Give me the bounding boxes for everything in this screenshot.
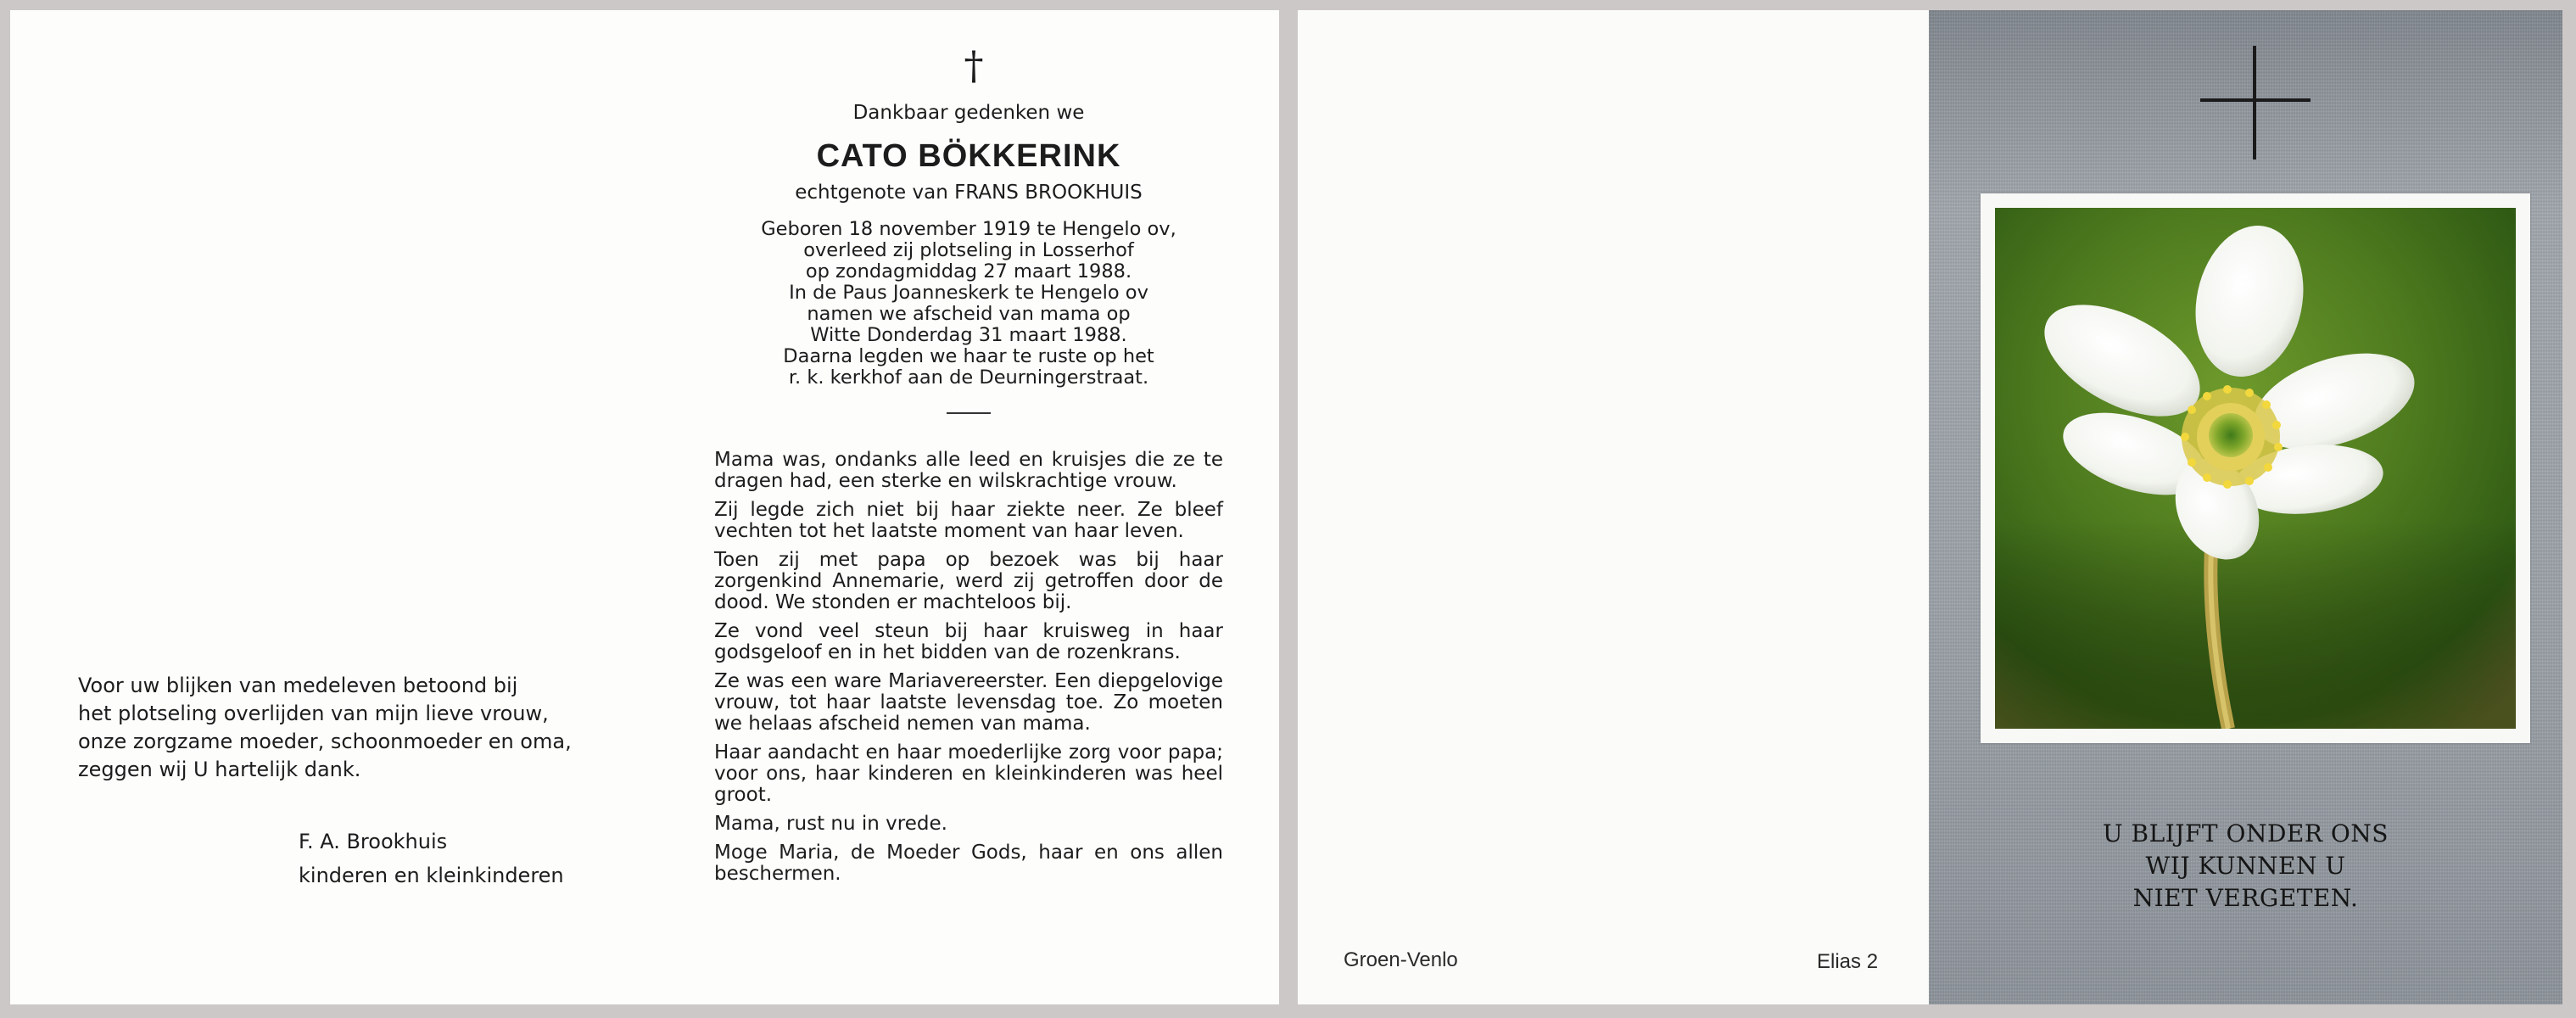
divider	[947, 412, 991, 414]
cover-line: WIJ KUNNEN U	[2145, 852, 2346, 880]
printer-credit: Groen-Venlo	[1344, 948, 1458, 971]
cross-icon	[2200, 46, 2311, 159]
deceased-name: CATO BÖKKERINK	[816, 138, 1121, 174]
dagger-cross-icon: †	[964, 42, 984, 88]
thank-you-line: Voor uw blijken van medeleven betoond bij	[78, 674, 518, 697]
remembrance-paragraph: Ze vond veel steun bij haar kruisweg in haar godsgeloof en in het bidden van de rozenkrans.	[714, 620, 1223, 663]
remembrance-paragraphs	[714, 450, 1223, 885]
bio-line: r. k. kerkhof aan de Deurningerstraat.	[788, 366, 1149, 389]
memorial-intro: Dankbaar gedenken we	[852, 102, 1085, 124]
bio-line: op zondagmiddag 27 maart 1988.	[805, 260, 1132, 282]
remembrance-paragraph: Moge Maria, de Moeder Gods, haar en ons allen beschermen.	[714, 842, 1223, 885]
bio-line: Geboren 18 november 1919 te Hengelo ov,	[761, 218, 1176, 240]
remembrance-paragraph: Mama was, ondanks alle leed en kruisjes die ze te dragen had, een sterke en wilskrachtige vrouw.	[714, 449, 1223, 492]
bio-line: namen we afscheid van mama op	[807, 303, 1131, 325]
bio-line: Daarna legden we haar te ruste op het	[783, 345, 1154, 367]
bio-line: overleed zij plotseling in Losserhof	[803, 239, 1134, 261]
thank-you-line: onze zorgzame moeder, schoonmoeder en oma,	[78, 730, 572, 753]
cover-inscription	[1929, 818, 2562, 915]
remembrance-paragraph: Zij legde zich niet bij haar ziekte neer. Ze bleef vechten tot het laatste moment van haar leven.	[714, 499, 1223, 542]
signature-name: F. A. Brookhuis	[299, 830, 448, 853]
thank-you-line: het plotseling overlijden van mijn lieve vrouw,	[78, 702, 549, 725]
cover-line: NIET VERGETEN.	[2132, 884, 2359, 912]
photo-frame	[1981, 193, 2530, 743]
biography	[714, 219, 1223, 389]
bio-line: In de Paus Joanneskerk te Hengelo ov	[789, 282, 1148, 304]
anemone-flower-photo	[1995, 208, 2516, 729]
card-inside-spread	[10, 10, 1279, 1004]
spouse-line: echtgenote van FRANS BROOKHUIS	[795, 182, 1143, 204]
front-cover	[1929, 10, 2562, 1004]
thank-you-message	[78, 672, 587, 784]
thank-you-line: zeggen wij U hartelijk dank.	[78, 758, 361, 781]
bio-line: Witte Donderdag 31 maart 1988.	[810, 324, 1127, 346]
thank-you-signature	[299, 825, 564, 892]
card-outside-spread	[1298, 10, 2562, 1004]
remembrance-paragraph: Ze was een ware Mariavereerster. Een diepgelovige vrouw, tot haar laatste levensdag toe. Zo moeten we helaas afscheid nemen van mama.	[714, 670, 1223, 735]
card-model-code: Elias 2	[1817, 950, 1879, 973]
remembrance-paragraph: Haar aandacht en haar moederlijke zorg voor papa; voor ons, haar kinderen en kleinkinderen was heel groot.	[714, 741, 1223, 806]
cover-line: U BLIJFT ONDER ONS	[2103, 819, 2389, 847]
signature-family: kinderen en kleinkinderen	[299, 864, 564, 887]
remembrance-paragraph: Mama, rust nu in vrede.	[714, 813, 947, 835]
remembrance-paragraph: Toen zij met papa op bezoek was bij haar zorgenkind Annemarie, werd zij getroffen door de dood. We stonden er machteloos bij.	[714, 549, 1223, 613]
memorial-text	[714, 44, 1223, 892]
